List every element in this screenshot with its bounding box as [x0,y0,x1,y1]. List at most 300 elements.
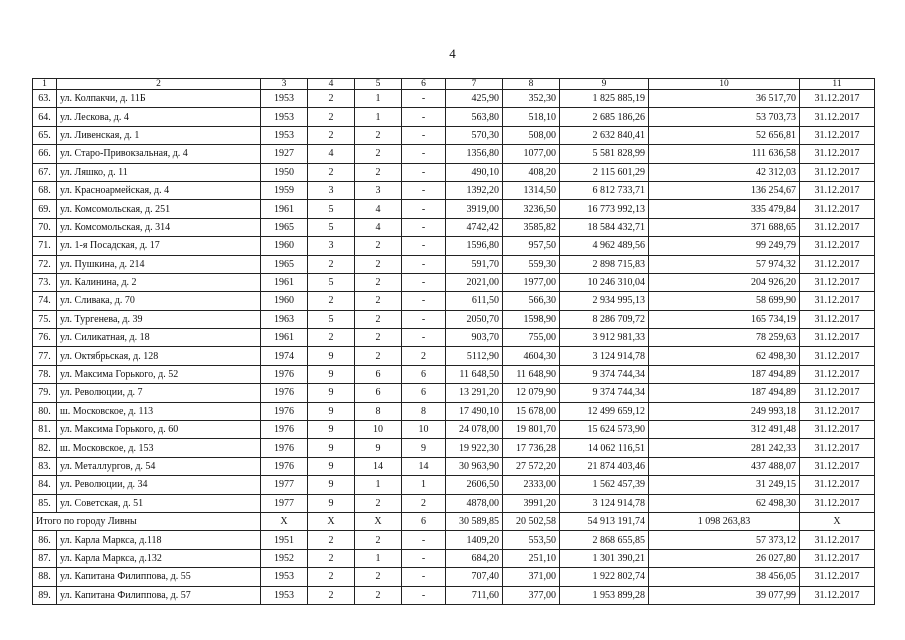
date-cell: 31.12.2017 [800,126,875,144]
area-total-cell: 684,20 [446,549,503,567]
floors-cell: 9 [308,476,355,494]
floors-cell: 9 [308,347,355,365]
column-6-cell: - [402,273,446,291]
area-total-cell: 5112,90 [446,347,503,365]
cost-cell: 3 124 914,78 [560,347,649,365]
area-total-cell: 1409,20 [446,531,503,549]
entrances-cell: 2 [355,494,402,512]
address-cell: ул. Сливака, д. 70 [57,292,261,310]
total-column-6-cell: 6 [402,512,446,530]
area-living-cell: 352,30 [503,90,560,108]
area-living-cell: 553,50 [503,531,560,549]
date-cell: 31.12.2017 [800,549,875,567]
entrances-cell: 2 [355,568,402,586]
cost-cell: 1 953 899,28 [560,586,649,604]
area-total-cell: 1356,80 [446,145,503,163]
row-number-cell: 73. [33,273,57,291]
entrances-cell: 6 [355,365,402,383]
column-number-2: 2 [57,79,261,90]
row-number-cell: 81. [33,421,57,439]
address-cell: ул. Старо-Привокзальная, д. 4 [57,145,261,163]
row-number-cell: 74. [33,292,57,310]
contribution-cell: 39 077,99 [649,586,800,604]
total-row [33,512,875,530]
row-number-cell: 76. [33,329,57,347]
date-cell: 31.12.2017 [800,568,875,586]
row-number-cell: 63. [33,90,57,108]
area-living-cell: 27 572,20 [503,457,560,475]
area-total-cell: 1392,20 [446,181,503,199]
build-year-cell: 1976 [261,365,308,383]
floors-cell: 2 [308,329,355,347]
cost-cell: 9 374 744,34 [560,365,649,383]
contribution-cell: 42 312,03 [649,163,800,181]
date-cell: 31.12.2017 [800,439,875,457]
entrances-cell: 1 [355,549,402,567]
cost-cell: 2 868 655,85 [560,531,649,549]
date-cell: 31.12.2017 [800,402,875,420]
area-living-cell: 371,00 [503,568,560,586]
floors-cell: 5 [308,273,355,291]
table-row [33,181,875,199]
total-build-year-cell: X [261,512,308,530]
build-year-cell: 1961 [261,273,308,291]
row-number-cell: 75. [33,310,57,328]
area-living-cell: 17 736,28 [503,439,560,457]
area-living-cell: 755,00 [503,329,560,347]
table-row [33,402,875,420]
cost-cell: 5 581 828,99 [560,145,649,163]
build-year-cell: 1976 [261,457,308,475]
build-year-cell: 1977 [261,494,308,512]
cost-cell: 1 301 390,21 [560,549,649,567]
area-total-cell: 711,60 [446,586,503,604]
cost-cell: 3 124 914,78 [560,494,649,512]
floors-cell: 3 [308,237,355,255]
row-number-cell: 89. [33,586,57,604]
contribution-cell: 57 373,12 [649,531,800,549]
area-living-cell: 1077,00 [503,145,560,163]
build-year-cell: 1953 [261,90,308,108]
area-total-cell: 11 648,50 [446,365,503,383]
row-number-cell: 80. [33,402,57,420]
area-living-cell: 1598,90 [503,310,560,328]
table-row [33,237,875,255]
entrances-cell: 8 [355,402,402,420]
contribution-cell: 204 926,20 [649,273,800,291]
address-cell: ул. Ляшко, д. 11 [57,163,261,181]
address-cell: ул. Пушкина, д. 214 [57,255,261,273]
date-cell: 31.12.2017 [800,310,875,328]
floors-cell: 9 [308,402,355,420]
row-number-cell: 66. [33,145,57,163]
entrances-cell: 14 [355,457,402,475]
floors-cell: 9 [308,439,355,457]
column-6-cell: - [402,292,446,310]
cost-cell: 12 499 659,12 [560,402,649,420]
area-living-cell: 19 801,70 [503,421,560,439]
address-cell: ул. Капитана Филиппова, д. 55 [57,568,261,586]
contribution-cell: 111 636,58 [649,145,800,163]
area-living-cell: 559,30 [503,255,560,273]
table-row [33,126,875,144]
address-cell: ул. Комсомольская, д. 251 [57,200,261,218]
table-row [33,292,875,310]
contribution-cell: 136 254,67 [649,181,800,199]
area-living-cell: 4604,30 [503,347,560,365]
entrances-cell: 1 [355,476,402,494]
floors-cell: 5 [308,200,355,218]
cost-cell: 15 624 573,90 [560,421,649,439]
address-cell: ш. Московское, д. 113 [57,402,261,420]
total-floors-cell: X [308,512,355,530]
floors-cell: 2 [308,549,355,567]
column-number-row [33,79,875,90]
column-6-cell: 2 [402,347,446,365]
build-year-cell: 1953 [261,108,308,126]
table-row [33,494,875,512]
column-6-cell: - [402,126,446,144]
floors-cell: 5 [308,218,355,236]
entrances-cell: 10 [355,421,402,439]
date-cell: 31.12.2017 [800,347,875,365]
date-cell: 31.12.2017 [800,329,875,347]
date-cell: 31.12.2017 [800,384,875,402]
contribution-cell: 187 494,89 [649,384,800,402]
row-number-cell: 79. [33,384,57,402]
column-6-cell: - [402,237,446,255]
area-living-cell: 3991,20 [503,494,560,512]
total-entrances-cell: X [355,512,402,530]
housing-table [32,78,875,605]
area-total-cell: 2050,70 [446,310,503,328]
floors-cell: 9 [308,457,355,475]
area-living-cell: 1977,00 [503,273,560,291]
area-living-cell: 377,00 [503,586,560,604]
build-year-cell: 1953 [261,568,308,586]
build-year-cell: 1977 [261,476,308,494]
date-cell: 31.12.2017 [800,421,875,439]
date-cell: 31.12.2017 [800,255,875,273]
floors-cell: 4 [308,145,355,163]
cost-cell: 16 773 992,13 [560,200,649,218]
area-total-cell: 490,10 [446,163,503,181]
entrances-cell: 2 [355,273,402,291]
contribution-cell: 249 993,18 [649,402,800,420]
address-cell: ш. Московское, д. 153 [57,439,261,457]
contribution-cell: 187 494,89 [649,365,800,383]
entrances-cell: 2 [355,586,402,604]
entrances-cell: 2 [355,347,402,365]
date-cell: 31.12.2017 [800,181,875,199]
column-number-9: 9 [560,79,649,90]
table-row [33,200,875,218]
contribution-cell: 38 456,05 [649,568,800,586]
address-cell: ул. Колпакчи, д. 11Б [57,90,261,108]
address-cell: ул. Октябрьская, д. 128 [57,347,261,365]
table-row [33,439,875,457]
area-total-cell: 591,70 [446,255,503,273]
floors-cell: 2 [308,126,355,144]
address-cell: ул. Ливенская, д. 1 [57,126,261,144]
date-cell: 31.12.2017 [800,108,875,126]
date-cell: 31.12.2017 [800,292,875,310]
date-cell: 31.12.2017 [800,145,875,163]
address-cell: ул. Карла Маркса, д.132 [57,549,261,567]
area-total-cell: 24 078,00 [446,421,503,439]
address-cell: ул. Красноармейская, д. 4 [57,181,261,199]
column-number-8: 8 [503,79,560,90]
column-6-cell: - [402,181,446,199]
area-total-cell: 2021,00 [446,273,503,291]
address-cell: ул. Тургенева, д. 39 [57,310,261,328]
row-number-cell: 87. [33,549,57,567]
date-cell: 31.12.2017 [800,200,875,218]
contribution-cell: 437 488,07 [649,457,800,475]
floors-cell: 2 [308,292,355,310]
column-6-cell: 9 [402,439,446,457]
column-number-1: 1 [33,79,57,90]
area-living-cell: 1314,50 [503,181,560,199]
total-contribution-cell: 1 098 263,83 [649,512,800,530]
area-total-cell: 4742,42 [446,218,503,236]
area-living-cell: 566,30 [503,292,560,310]
area-total-cell: 563,80 [446,108,503,126]
build-year-cell: 1953 [261,126,308,144]
floors-cell: 5 [308,310,355,328]
table-row [33,273,875,291]
entrances-cell: 6 [355,384,402,402]
column-number-5: 5 [355,79,402,90]
area-total-cell: 2606,50 [446,476,503,494]
entrances-cell: 1 [355,90,402,108]
entrances-cell: 2 [355,292,402,310]
build-year-cell: 1951 [261,531,308,549]
area-total-cell: 4878,00 [446,494,503,512]
column-number-7: 7 [446,79,503,90]
area-total-cell: 570,30 [446,126,503,144]
cost-cell: 1 825 885,19 [560,90,649,108]
date-cell: 31.12.2017 [800,90,875,108]
row-number-cell: 83. [33,457,57,475]
address-cell: ул. 1-я Посадская, д. 17 [57,237,261,255]
build-year-cell: 1976 [261,384,308,402]
total-date-cell: X [800,512,875,530]
build-year-cell: 1965 [261,255,308,273]
table-row [33,347,875,365]
area-total-cell: 903,70 [446,329,503,347]
date-cell: 31.12.2017 [800,457,875,475]
table-row [33,108,875,126]
build-year-cell: 1960 [261,237,308,255]
entrances-cell: 3 [355,181,402,199]
column-number-4: 4 [308,79,355,90]
column-6-cell: 14 [402,457,446,475]
floors-cell: 9 [308,421,355,439]
column-6-cell: - [402,200,446,218]
table-row [33,476,875,494]
cost-cell: 2 898 715,83 [560,255,649,273]
column-6-cell: 1 [402,476,446,494]
cost-cell: 2 632 840,41 [560,126,649,144]
area-living-cell: 251,10 [503,549,560,567]
area-living-cell: 11 648,90 [503,365,560,383]
contribution-cell: 371 688,65 [649,218,800,236]
column-6-cell: - [402,218,446,236]
row-number-cell: 84. [33,476,57,494]
table-row [33,255,875,273]
address-cell: ул. Лескова, д. 4 [57,108,261,126]
address-cell: ул. Металлургов, д. 54 [57,457,261,475]
table-row [33,145,875,163]
date-cell: 31.12.2017 [800,273,875,291]
column-6-cell: 6 [402,365,446,383]
entrances-cell: 2 [355,237,402,255]
area-total-cell: 17 490,10 [446,402,503,420]
entrances-cell: 2 [355,531,402,549]
cost-cell: 6 812 733,71 [560,181,649,199]
area-living-cell: 508,00 [503,126,560,144]
floors-cell: 2 [308,255,355,273]
table-row [33,218,875,236]
table-row [33,365,875,383]
build-year-cell: 1963 [261,310,308,328]
table-row [33,531,875,549]
contribution-cell: 31 249,15 [649,476,800,494]
address-cell: ул. Максима Горького, д. 60 [57,421,261,439]
date-cell: 31.12.2017 [800,237,875,255]
column-number-3: 3 [261,79,308,90]
build-year-cell: 1976 [261,402,308,420]
entrances-cell: 2 [355,255,402,273]
build-year-cell: 1965 [261,218,308,236]
column-6-cell: - [402,586,446,604]
column-number-10: 10 [649,79,800,90]
cost-cell: 3 912 981,33 [560,329,649,347]
page-number: 4 [449,46,456,61]
table-row [33,421,875,439]
date-cell: 31.12.2017 [800,476,875,494]
contribution-cell: 53 703,73 [649,108,800,126]
row-number-cell: 78. [33,365,57,383]
contribution-cell: 312 491,48 [649,421,800,439]
column-6-cell: - [402,531,446,549]
row-number-cell: 85. [33,494,57,512]
column-6-cell: - [402,549,446,567]
floors-cell: 9 [308,384,355,402]
column-6-cell: 6 [402,384,446,402]
cost-cell: 1 922 802,74 [560,568,649,586]
row-number-cell: 71. [33,237,57,255]
contribution-cell: 62 498,30 [649,347,800,365]
cost-cell: 9 374 744,34 [560,384,649,402]
build-year-cell: 1950 [261,163,308,181]
date-cell: 31.12.2017 [800,531,875,549]
table-row [33,163,875,181]
address-cell: ул. Советская, д. 51 [57,494,261,512]
column-number-6: 6 [402,79,446,90]
floors-cell: 2 [308,568,355,586]
column-6-cell: - [402,108,446,126]
area-total-cell: 19 922,30 [446,439,503,457]
table-row [33,310,875,328]
entrances-cell: 2 [355,310,402,328]
entrances-cell: 1 [355,108,402,126]
cost-cell: 8 286 709,72 [560,310,649,328]
column-6-cell: - [402,329,446,347]
area-total-cell: 707,40 [446,568,503,586]
row-number-cell: 82. [33,439,57,457]
area-total-cell: 611,50 [446,292,503,310]
contribution-cell: 165 734,19 [649,310,800,328]
address-cell: ул. Революции, д. 34 [57,476,261,494]
row-number-cell: 68. [33,181,57,199]
address-cell: ул. Революции, д. 7 [57,384,261,402]
cost-cell: 18 584 432,71 [560,218,649,236]
area-living-cell: 408,20 [503,163,560,181]
column-6-cell: 8 [402,402,446,420]
build-year-cell: 1961 [261,200,308,218]
floors-cell: 9 [308,365,355,383]
contribution-cell: 57 974,32 [649,255,800,273]
row-number-cell: 70. [33,218,57,236]
row-number-cell: 69. [33,200,57,218]
build-year-cell: 1960 [261,292,308,310]
table-body [33,79,875,605]
build-year-cell: 1959 [261,181,308,199]
row-number-cell: 65. [33,126,57,144]
entrances-cell: 4 [355,200,402,218]
row-number-cell: 72. [33,255,57,273]
build-year-cell: 1952 [261,549,308,567]
contribution-cell: 58 699,90 [649,292,800,310]
table-row [33,329,875,347]
date-cell: 31.12.2017 [800,163,875,181]
floors-cell: 3 [308,181,355,199]
floors-cell: 2 [308,108,355,126]
floors-cell: 2 [308,531,355,549]
entrances-cell: 2 [355,126,402,144]
column-6-cell: - [402,255,446,273]
row-number-cell: 67. [33,163,57,181]
address-cell: ул. Калинина, д. 2 [57,273,261,291]
column-6-cell: - [402,90,446,108]
cost-cell: 2 115 601,29 [560,163,649,181]
row-number-cell: 86. [33,531,57,549]
entrances-cell: 2 [355,163,402,181]
area-total-cell: 30 963,90 [446,457,503,475]
contribution-cell: 62 498,30 [649,494,800,512]
column-6-cell: - [402,568,446,586]
build-year-cell: 1927 [261,145,308,163]
table-row [33,549,875,567]
table-row [33,384,875,402]
area-living-cell: 957,50 [503,237,560,255]
cost-cell: 2 934 995,13 [560,292,649,310]
area-living-cell: 518,10 [503,108,560,126]
area-total-cell: 3919,00 [446,200,503,218]
build-year-cell: 1953 [261,586,308,604]
contribution-cell: 335 479,84 [649,200,800,218]
cost-cell: 14 062 116,51 [560,439,649,457]
row-number-cell: 64. [33,108,57,126]
floors-cell: 2 [308,163,355,181]
date-cell: 31.12.2017 [800,365,875,383]
area-total-cell: 425,90 [446,90,503,108]
contribution-cell: 281 242,33 [649,439,800,457]
address-cell: ул. Капитана Филиппова, д. 57 [57,586,261,604]
build-year-cell: 1976 [261,439,308,457]
